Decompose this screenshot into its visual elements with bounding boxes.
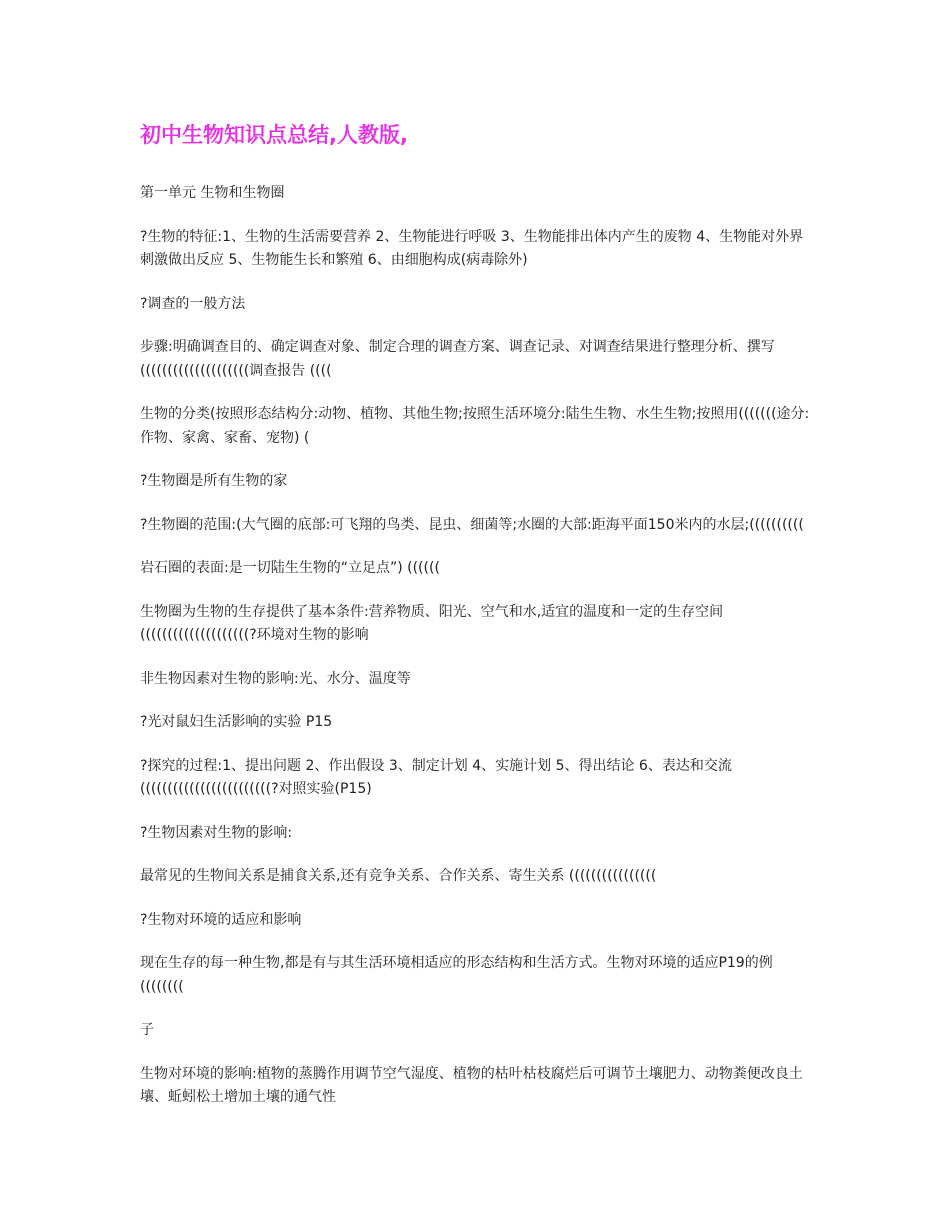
paragraph: 步骤:明确调查目的、确定调查对象、制定合理的调查方案、调查记录、对调查结果进行整理分析、撰写((((((((((((((((((((调查报告 ((((: [140, 339, 775, 379]
paragraph: ?探究的过程:1、提出问题 2、作出假设 3、制定计划 4、实施计划 5、得出结论 6、表达和交流 ((((((((((((((((((((((((?对照实验(P15): [140, 757, 737, 797]
paragraph: 非生物因素对生物的影响:光、水分、温度等: [140, 670, 411, 687]
paragraph: ?生物因素对生物的影响:: [140, 824, 293, 841]
paragraph: 子: [140, 1022, 154, 1038]
document-page: [140, 120, 815, 1130]
paragraph: 现在生存的每一种生物,都是有与其生活环境相适应的形态结构和生活方式。生物对环境的适应P19的例((((((((: [140, 955, 773, 995]
paragraph: ?生物圈的范围:(大气圈的底部:可飞翔的鸟类、昆虫、细菌等;水圈的大部:距海平面150米内的水层;((((((((((: [140, 516, 804, 533]
paragraph: 生物的分类(按照形态结构分:动物、植物、其他生物;按照生活环境分:陆生生物、水生生物;按照用(((((((途分:作物、家禽、家畜、宠物) (: [140, 406, 810, 446]
paragraph: ?生物对环境的适应和影响: [140, 911, 302, 928]
paragraph: 岩石圈的表面:是一切陆生生物的“立足点”) ((((((: [140, 560, 440, 576]
paragraph: ?生物的特征:1、生物的生活需要营养 2、生物能进行呼吸 3、生物能排出体内产生的废物 4、生物能对外界刺激做出反应 5、生物能生长和繁殖 6、由细胞构成(病毒除外): [140, 228, 804, 268]
unit-heading: 第一单元 生物和生物圈: [140, 185, 285, 201]
paragraph: ?光对鼠妇生活影响的实验 P15: [140, 714, 333, 730]
paragraph: 生物圈为生物的生存提供了基本条件:营养物质、阳光、空气和水,适宜的温度和一定的生存空间((((((((((((((((((((?环境对生物的影响: [140, 603, 724, 643]
paragraph: 最常见的生物间关系是捕食关系,还有竞争关系、合作关系、寄生关系 ((((((((((((((((: [140, 868, 657, 884]
document-title: 初中生物知识点总结,人教版,: [140, 123, 408, 147]
paragraph: 生物对环境的影响:植物的蒸腾作用调节空气湿度、植物的枯叶枯枝腐烂后可调节土壤肥力、动物粪便改良土壤、蚯蚓松土增加土壤的通气性: [140, 1065, 803, 1105]
paragraph: ?调查的一般方法: [140, 295, 246, 312]
paragraph: ?生物圈是所有生物的家: [140, 473, 288, 489]
